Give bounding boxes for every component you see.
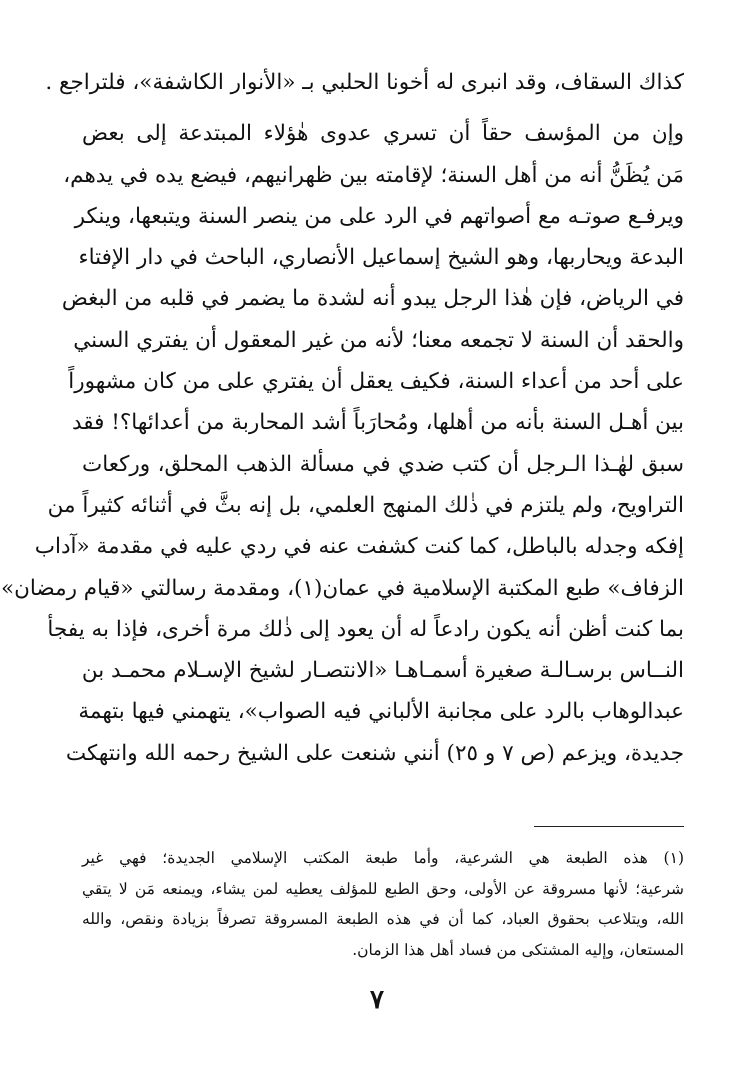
page-number: ٧ (370, 985, 384, 1015)
text-line: جديدة، ويزعم (ص ٧ و ٢٥) أنني شنعت على الشيخ رحمه الله وانتهكت (65, 740, 684, 766)
text-line: إفكه وجدله بالباطل، كما كنت كشفت عنه في ردي عليه في مقدمة «آداب (34, 534, 684, 560)
text-line: على أحد من أعداء السنة، فكيف يعقل أن يفتري على من كان مشهوراً (68, 369, 684, 395)
footnote (82, 843, 684, 965)
text-line: بين أهـل السنة بأنه من أهلها، ومُحارَباً أشد المحاربة من أعدائها؟! فقد (71, 410, 684, 436)
text-line: والحقد أن السنة لا تجمعه معنا؛ لأنه من غير المعقول أن يفتري السني (73, 327, 684, 353)
text-line: الزفاف» طبع المكتبة الإسلامية في عمان(١)، ومقدمة رسالتي «قيام رمضان» (0, 575, 684, 601)
text-line: مَن يُظَنُّ أنه من أهل السنة؛ لإقامته بين ظهرانيهم، فيضع يده في يدهم، (63, 162, 684, 188)
footnote-line: (١) هذه الطبعة هي الشرعية، وأما طبعة المكتب الإسلامي الجديدة؛ فهي غير (82, 849, 684, 867)
text-line: في الرياض، فإن هٰذا الرجل يبدو أنه لشدة ما يضمر في قلبه من البغض (61, 286, 684, 312)
text-line: التراويح، ولم يلتزم في ذٰلك المنهج العلمي، بل إنه بثَّ في أثنائه كثيراً من (47, 492, 684, 518)
paragraph-gap (82, 103, 684, 113)
footnote-line: المستعان، وإليه المشتكى من فساد أهل هذا الزمان. (352, 940, 684, 959)
text-line: النــاس برسـالـة صغيرة أسمـاهـا «الانتصـار لشيخ الإسـلام محمـد بن (81, 658, 684, 684)
text-line: عبدالوهاب بالرد على مجانبة الألباني فيه الصواب»، يتهمني فيها بتهمة (78, 699, 684, 725)
text-line: بما كنت أظن أنه يكون رادعاً له أن يعود إلى ذٰلك مرة أخرى، فإذا به يفجأ (47, 616, 684, 642)
paragraph-2 (0, 113, 684, 774)
footnote-line: الله، ويتلاعب بحقوق العباد، كما أن في هذه الطبعة المسروقة تصرفاً بزيادة ونقص، والله (82, 910, 684, 928)
text-line: ويرفـع صوتـه مع أصواتهم في الرد على من ينصر السنة ويتبعها، وينكر (74, 203, 684, 229)
text-line: البدعة ويحاربها، وهو الشيخ إسماعيل الأنصاري، الباحث في دار الإفتاء (78, 245, 684, 271)
text-line: كذاك السقاف، وقد انبرى له أخونا الحلبي بـ «الأنوار الكاشفة»، فلتراجع . (45, 70, 684, 95)
paragraph-1 (45, 62, 684, 103)
text-line: وإن من المؤسف حقاً أن تسري عدوى هٰؤلاء المبتدعة إلى بعض (82, 121, 684, 147)
footnote-divider (534, 826, 684, 827)
main-text (0, 62, 684, 774)
text-line: سبق لهٰـذا الـرجل أن كتب ضدي في مسألة الذهب المحلق، وركعات (82, 451, 684, 477)
footnote-line: شرعية؛ لأنها مسروقة عن الأولى، وحق الطبع للمؤلف يعطيه لمن يشاء، ويمنعه مَن لا يتقي (82, 879, 684, 898)
